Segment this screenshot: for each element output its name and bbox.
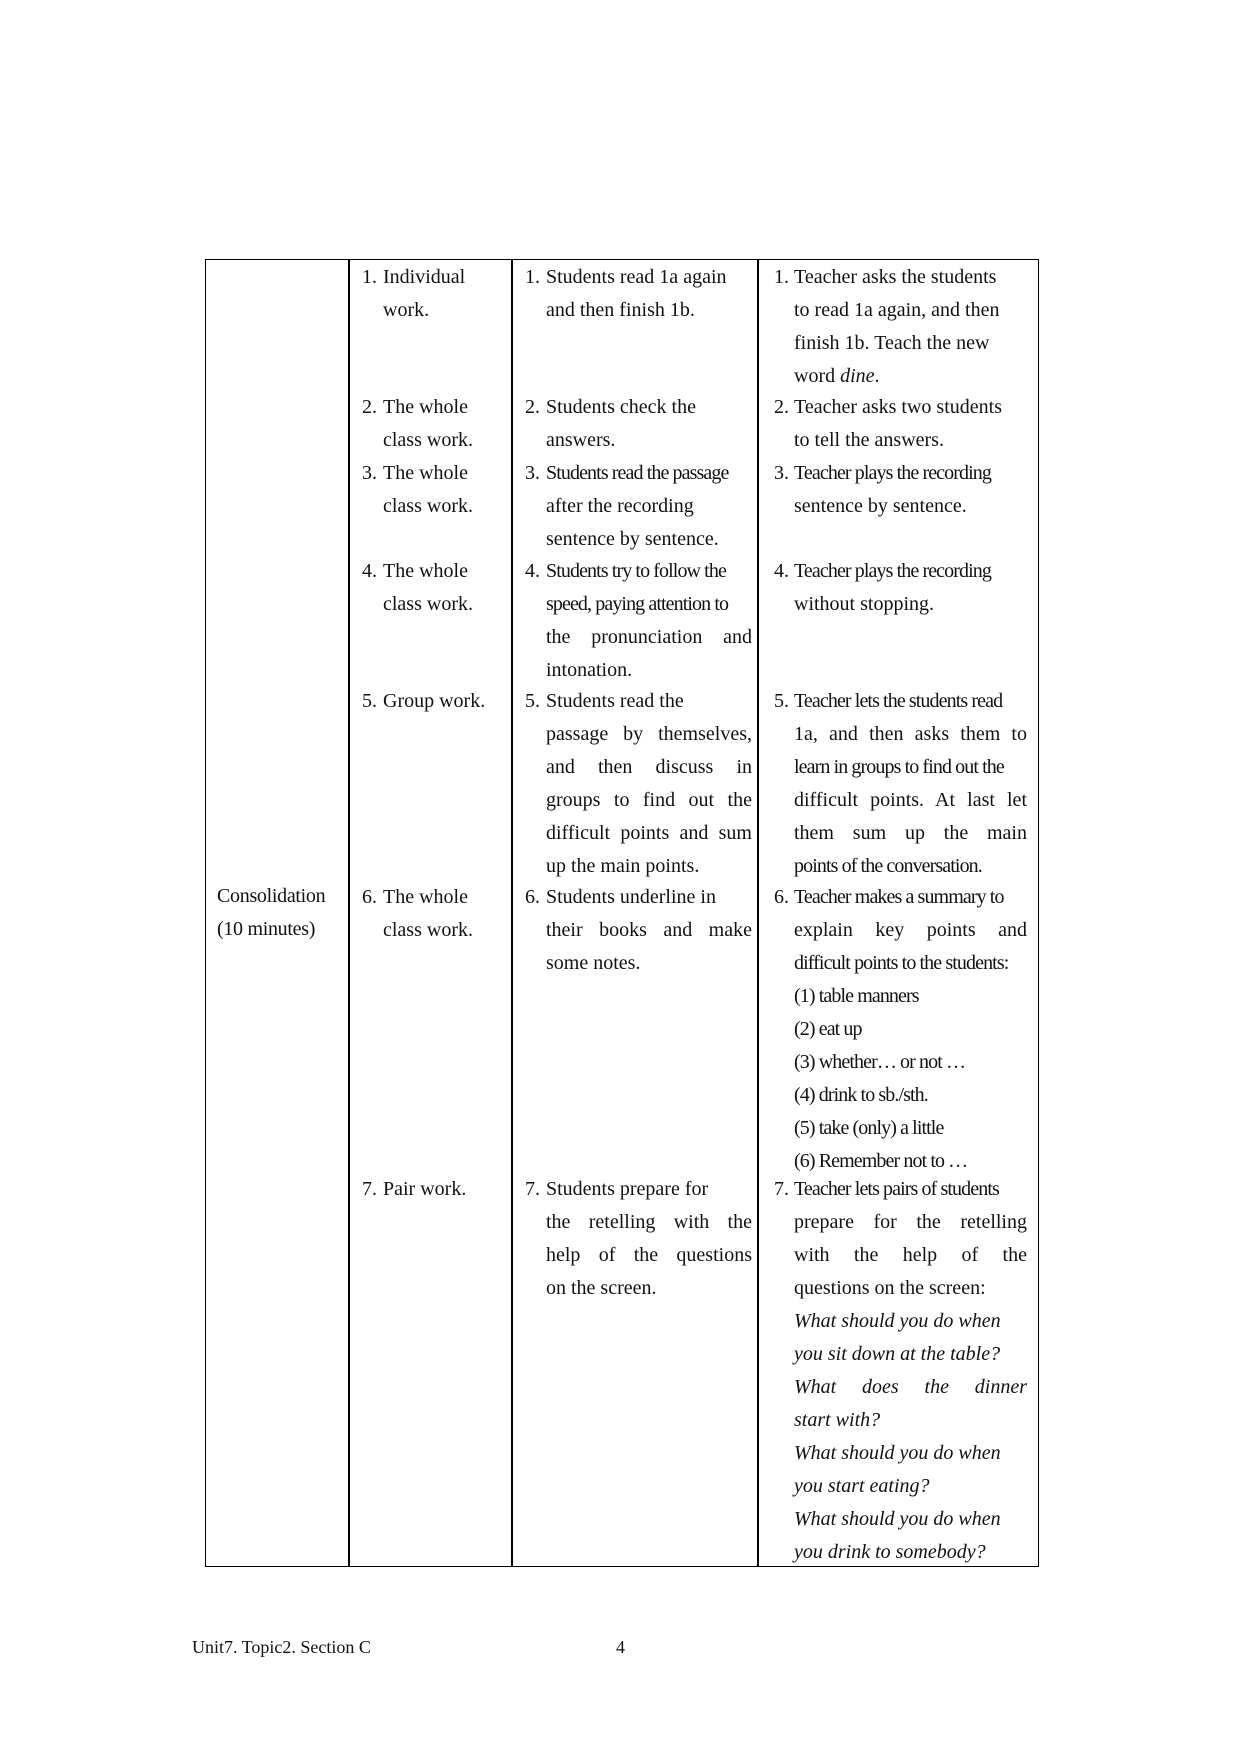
text-line: them sum up the main xyxy=(794,822,1027,844)
text-line: their books and make xyxy=(546,919,752,941)
student-activity xyxy=(513,881,756,980)
text-line: Teacher asks two students xyxy=(794,396,1002,418)
item-number: 6. xyxy=(774,886,789,908)
teacher-activity xyxy=(761,261,1035,393)
teacher-activity xyxy=(761,391,1035,457)
text-line: after the recording xyxy=(546,495,694,517)
form-item xyxy=(350,457,510,523)
teacher-activity xyxy=(761,555,1035,621)
text-line: difficult points and sum xyxy=(546,822,752,844)
teacher-activity xyxy=(761,881,1035,1178)
page-number: 4 xyxy=(616,1637,625,1657)
item-number: 7. xyxy=(525,1178,540,1200)
text-line: some notes. xyxy=(546,952,641,974)
text-line: Teacher lets pairs of students xyxy=(794,1178,999,1200)
text-line: difficult points. At last let xyxy=(794,789,1027,811)
text-line: without stopping. xyxy=(794,593,935,615)
text-line: with the help of the xyxy=(794,1244,1027,1266)
text-line: Students read 1a again xyxy=(546,266,727,288)
list-entry: (1) table manners xyxy=(794,985,919,1007)
item-number: 5. xyxy=(362,690,377,712)
text-line: speed, paying attention to xyxy=(546,593,729,615)
text-line: groups to find out the xyxy=(546,789,752,811)
text-line: Teacher asks the students xyxy=(794,266,997,288)
form-item xyxy=(350,685,510,718)
item-number: 7. xyxy=(774,1178,789,1200)
item-number: 5. xyxy=(525,690,540,712)
text-line: Teacher plays the recording xyxy=(794,462,991,484)
item-number: 4. xyxy=(774,560,789,582)
table-divider xyxy=(757,259,759,1567)
form-item xyxy=(350,555,510,621)
text-line: passage by themselves, xyxy=(546,723,752,745)
text-line: explain key points and xyxy=(794,919,1027,941)
stage-duration: (10 minutes) xyxy=(217,918,316,940)
footer-section-label: Unit7. Topic2. Section C xyxy=(192,1637,371,1657)
text-line: learn in groups to find out the xyxy=(794,756,1004,778)
text-line: prepare for the retelling xyxy=(794,1211,1027,1233)
text-fragment: word xyxy=(794,365,841,387)
text-line: the pronunciation and xyxy=(546,626,752,648)
question-line: What should you do when xyxy=(794,1310,1001,1332)
text-line: Students check the xyxy=(546,396,696,418)
text-line: answers. xyxy=(546,429,616,451)
text-line: points of the conversation. xyxy=(794,855,982,877)
text-line: Teacher makes a summary to xyxy=(794,886,1004,908)
item-number: 2. xyxy=(362,396,377,418)
text-line: up the main points. xyxy=(546,855,700,877)
question-line: What should you do when xyxy=(794,1508,1001,1530)
text-line: Group work. xyxy=(383,690,486,712)
teacher-activity xyxy=(761,457,1035,523)
text-fragment: . xyxy=(874,365,880,387)
student-activity xyxy=(513,555,756,687)
teacher-activity xyxy=(761,1173,1035,1569)
form-item xyxy=(350,261,510,327)
student-activity xyxy=(513,1173,756,1305)
item-number: 2. xyxy=(525,396,540,418)
item-number: 4. xyxy=(525,560,540,582)
stage-cell xyxy=(217,880,352,946)
text-line: Individual xyxy=(383,266,466,288)
question-line: What should you do when xyxy=(794,1442,1001,1464)
text-line: class work. xyxy=(383,919,473,941)
question-line: you start eating? xyxy=(794,1475,930,1497)
text-line: Pair work. xyxy=(383,1178,467,1200)
text-line: and then finish 1b. xyxy=(546,299,695,321)
list-entry: (4) drink to sb./sth. xyxy=(794,1084,928,1106)
question-line: you drink to somebody? xyxy=(794,1541,986,1563)
form-item xyxy=(350,1173,510,1206)
item-number: 3. xyxy=(525,462,540,484)
text-line: the retelling with the xyxy=(546,1211,752,1233)
item-number: 1. xyxy=(525,266,540,288)
text-line: intonation. xyxy=(546,659,633,681)
text-line: Students read the passage xyxy=(546,462,729,484)
text-line xyxy=(794,360,1027,393)
item-number: 4. xyxy=(362,560,377,582)
text-line: help of the questions xyxy=(546,1244,752,1266)
question-line: you sit down at the table? xyxy=(794,1343,1001,1365)
text-line: The whole xyxy=(383,396,468,418)
student-activity xyxy=(513,391,756,457)
text-line: The whole xyxy=(383,462,468,484)
item-number: 1. xyxy=(774,266,789,288)
item-number: 6. xyxy=(525,886,540,908)
list-entry: (6) Remember not to … xyxy=(794,1150,968,1172)
text-line: and then discuss in xyxy=(546,756,752,778)
text-line: questions on the screen: xyxy=(794,1277,986,1299)
student-activity xyxy=(513,457,756,556)
student-activity xyxy=(513,261,756,327)
item-number: 7. xyxy=(362,1178,377,1200)
text-line: difficult points to the students: xyxy=(794,952,1009,974)
text-line: to tell the answers. xyxy=(794,429,944,451)
form-item xyxy=(350,391,510,457)
teacher-activity xyxy=(761,685,1035,883)
text-line: Teacher plays the recording xyxy=(794,560,991,582)
text-line: on the screen. xyxy=(546,1277,657,1299)
text-line: class work. xyxy=(383,593,473,615)
list-entry: (2) eat up xyxy=(794,1018,862,1040)
stage-name: Consolidation xyxy=(217,885,326,907)
text-line: Teacher lets the students read xyxy=(794,690,1003,712)
text-line: Students underline in xyxy=(546,886,716,908)
text-line: work. xyxy=(383,299,430,321)
list-entry: (5) take (only) a little xyxy=(794,1117,944,1139)
text-line: Students try to follow the xyxy=(546,560,726,582)
item-number: 3. xyxy=(774,462,789,484)
student-activity xyxy=(513,685,756,883)
item-number: 3. xyxy=(362,462,377,484)
new-word: dine xyxy=(840,365,875,387)
text-line: The whole xyxy=(383,886,468,908)
question-line: What does the dinner xyxy=(794,1376,1027,1398)
item-number: 2. xyxy=(774,396,789,418)
list-entry: (3) whether… or not … xyxy=(794,1051,966,1073)
question-line: start with? xyxy=(794,1409,881,1431)
item-number: 5. xyxy=(774,690,789,712)
text-line: to read 1a again, and then xyxy=(794,299,1000,321)
text-line: class work. xyxy=(383,495,473,517)
form-item xyxy=(350,881,510,947)
text-line: sentence by sentence. xyxy=(546,528,719,550)
text-line: 1a, and then asks them to xyxy=(794,723,1027,745)
text-line: class work. xyxy=(383,429,473,451)
text-line: finish 1b. Teach the new xyxy=(794,332,990,354)
text-line: sentence by sentence. xyxy=(794,495,967,517)
text-line: The whole xyxy=(383,560,468,582)
text-line: Students prepare for xyxy=(546,1178,709,1200)
item-number: 1. xyxy=(362,266,377,288)
text-line: Students read the xyxy=(546,690,684,712)
item-number: 6. xyxy=(362,886,377,908)
